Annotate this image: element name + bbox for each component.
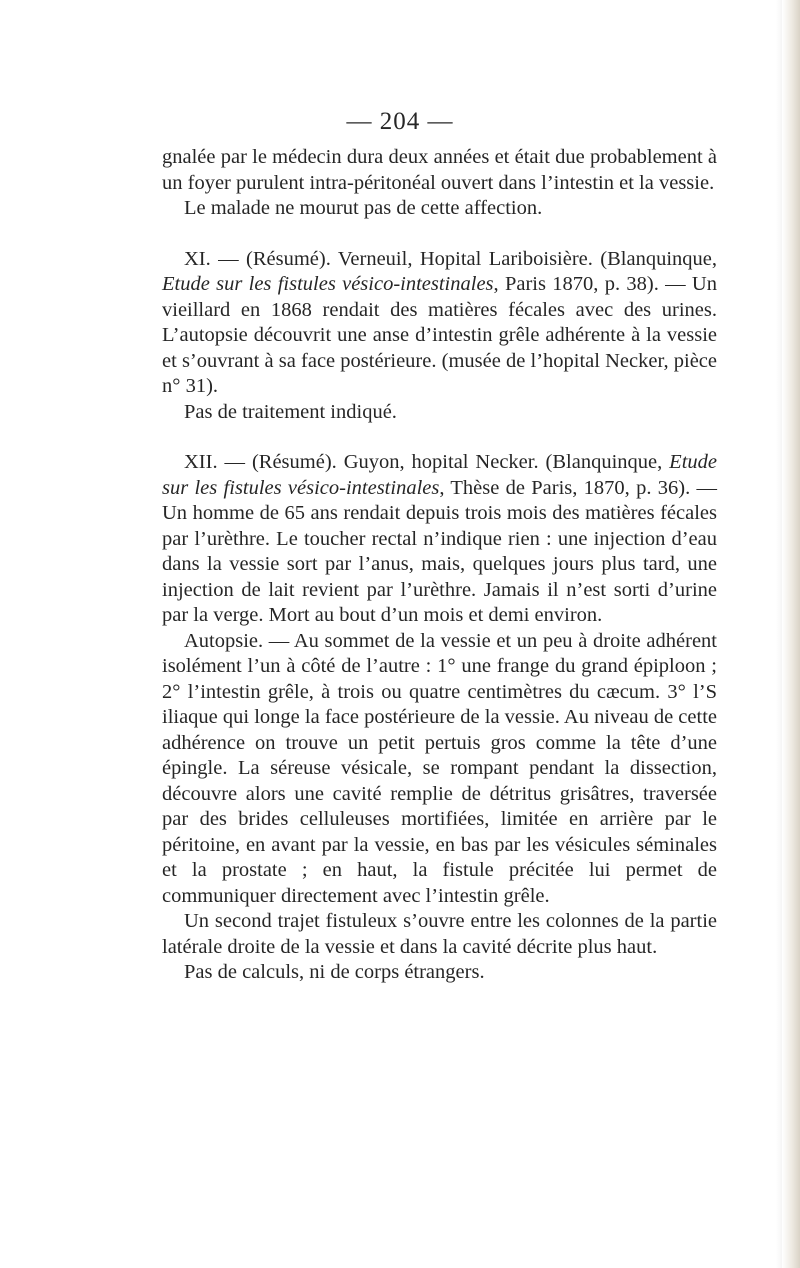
paragraph-continuation: gnalée par le médecin dura deux années et était due probablement à un foyer purulent intra-péritonéal ouvert dans l’intestin et la vessie. [162,146,717,194]
paragraph-no-calculi: Pas de calculs, ni de corps étrangers. [184,961,485,983]
case-xii-title: Etude sur les fistules vésico-intestinales [162,451,717,499]
paragraph-outcome: Le malade ne mourut pas de cette affection. [184,197,543,219]
case-xi-body: , Paris 1870, p. 38). — Un vieillard en 1868 rendait des matières fécales avec des urines. L’autopsie découvrit une anse d’intestin grêle adhérente à la vessie et s’ouvrant à sa face postérieure. (musée de l’hopital Necker, pièce n° 31). [162,273,717,397]
case-xii-body: , Thèse de Paris, 1870, p. 36). — Un homme de 65 ans rendait depuis trois mois des matières fécales par l’urèthre. Le toucher rectal n’indique rien : une injection d’eau dans la vessie sort par l’anus, mais, quelques jours plus tard, une injection de lait revient par l’urèthre. Jamais il n’est sorti d’urine par la verge. Mort au bout d’un mois et demi environ. [162,476,717,626]
case-xi-intro: XI. — (Résumé). Verneuil, Hopital Lariboisière. (Blanquinque, [184,247,717,270]
paragraph-autopsy: Autopsie. — Au sommet de la vessie et un peu à droite adhérent isolément l’un à côté de l’autre : 1° une frange du grand épiploon ; 2° l’intestin grêle, à trois ou quatre centimètres du cæcum. 3° l’S iliaque qui longe la face postérieure de la vessie. Au niveau de cette adhérence on trouve un petit pertuis gros comme la tête d’une épingle. La séreuse vésicale, se rompant pendant la dissection, découvre alors une cavité remplie de détritus grisâtres, traversée par des brides celluleuses mortifiées, limitée en arrière par le péritoine, en avant par la vessie, en bas par les vésicules séminales et la prostate ; en haut, la fistule précitée lui permet de communiquer directement avec l’intestin grêle. [162,629,717,907]
case-xi-title: Etude sur les fistules vésico-intestinales [162,273,494,295]
paragraph-second-tract: Un second trajet fistuleux s’ouvre entre les colonnes de la partie latérale droite de la vessie et dans la cavité décrite plus haut. [162,910,717,958]
body-text [162,145,717,986]
paragraph-case-xi [162,247,717,400]
page-number: — 204 — [346,108,454,135]
paragraph-case-xi-treatment: Pas de traitement indiqué. [184,400,397,423]
case-xii-intro: XII. — (Résumé). Guyon, hopital Necker. (Blanquinque, [184,451,670,473]
paragraph-case-xii [162,450,717,629]
page-edge [782,0,800,1268]
